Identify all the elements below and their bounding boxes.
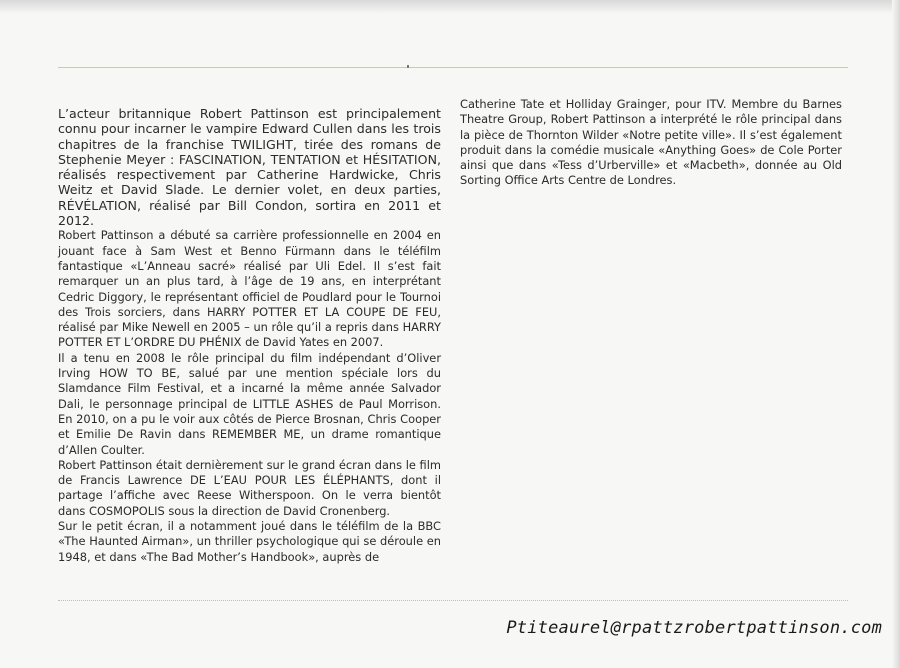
page-top-shadow	[0, 0, 900, 14]
paragraph-recent-films: Robert Pattinson était dernièrement sur le grand écran dans le film de Francis Lawrence DE L’EAU POUR LES ÉLÉPHANTS, dont il partage l’affiche avec Reese Witherspoon. On le verra bientôt dans COSMOPOLIS sous la direction de David Cronenberg.	[58, 457, 441, 518]
paragraph-theatre: Catherine Tate et Holliday Grainger, pour ITV. Membre du Barnes Theatre Group, Robert Pattinson a interprété le rôle principal dans la pièce de Thornton Wilder «Notre petite ville». Il s’est également produit dans la comédie musicale «Anything Goes» de Cole Porter ainsi que dans «Tess d’Urberville» et «Macbeth», donnée au Old Sorting Office Arts Centre de Londres.	[460, 97, 842, 188]
right-column	[460, 97, 842, 189]
paragraph-television: Sur le petit écran, il a notamment joué dans le téléfilm de la BBC «The Haunted Airman», un thriller psychologique qui se déroule en 1948, et dans «The Bad Mother’s Handbook», auprès de	[58, 519, 441, 564]
scan-speck	[407, 65, 409, 68]
paragraph-intro: L’acteur britannique Robert Pattinson est principalement connu pour incarner le vampire Edward Cullen dans les trois chapitres de la franchise TWILIGHT, tirée des romans de Stephenie Meyer : FASCINATION, TENTATION et HÉSITATION, réalisés respectivement par Catherine Hardwicke, Chris Weitz et David Slade. Le dernier volet, en deux parties, RÉVÉLATION, réalisé par Bill Condon, sortira en 2011 et 2012.	[58, 106, 441, 229]
top-rule	[58, 67, 848, 68]
page-right-edge	[892, 0, 900, 668]
paragraph-2008: Il a tenu en 2008 le rôle principal du film indépendant d’Oliver Irving HOW TO BE, salué par une mention spéciale lors du Slamdance Film Festival, et a incarné la même année Salvador Dali, le personnage principal de LITTLE ASHES de Paul Morrison. En 2010, on a pu le voir aux côtés de Pierce Brosnan, Chris Cooper et Emilie De Ravin dans REMEMBER ME, un drame romantique d’Allen Coulter.	[58, 350, 441, 457]
bottom-rule	[58, 600, 848, 601]
left-column	[58, 106, 441, 565]
watermark-signature: Ptiteaurel@rpattzrobertpattinson.com	[506, 618, 882, 638]
paragraph-debut: Robert Pattinson a débuté sa carrière professionnelle en 2004 en jouant face à Sam West et Benno Fürmann dans le téléfilm fantastique «L’Anneau sacré» réalisé par Uli Edel. Il s’est fait remarquer un an plus tard, à l’âge de 19 ans, en interprétant Cedric Diggory, le représentant officiel de Poudlard pour le Tournoi des Trois sorciers, dans HARRY POTTER ET LA COUPE DE FEU, réalisé par Mike Newell en 2005 – un rôle qu’il a repris dans HARRY POTTER ET L’ORDRE DU PHÉNIX de David Yates en 2007.	[58, 228, 441, 350]
